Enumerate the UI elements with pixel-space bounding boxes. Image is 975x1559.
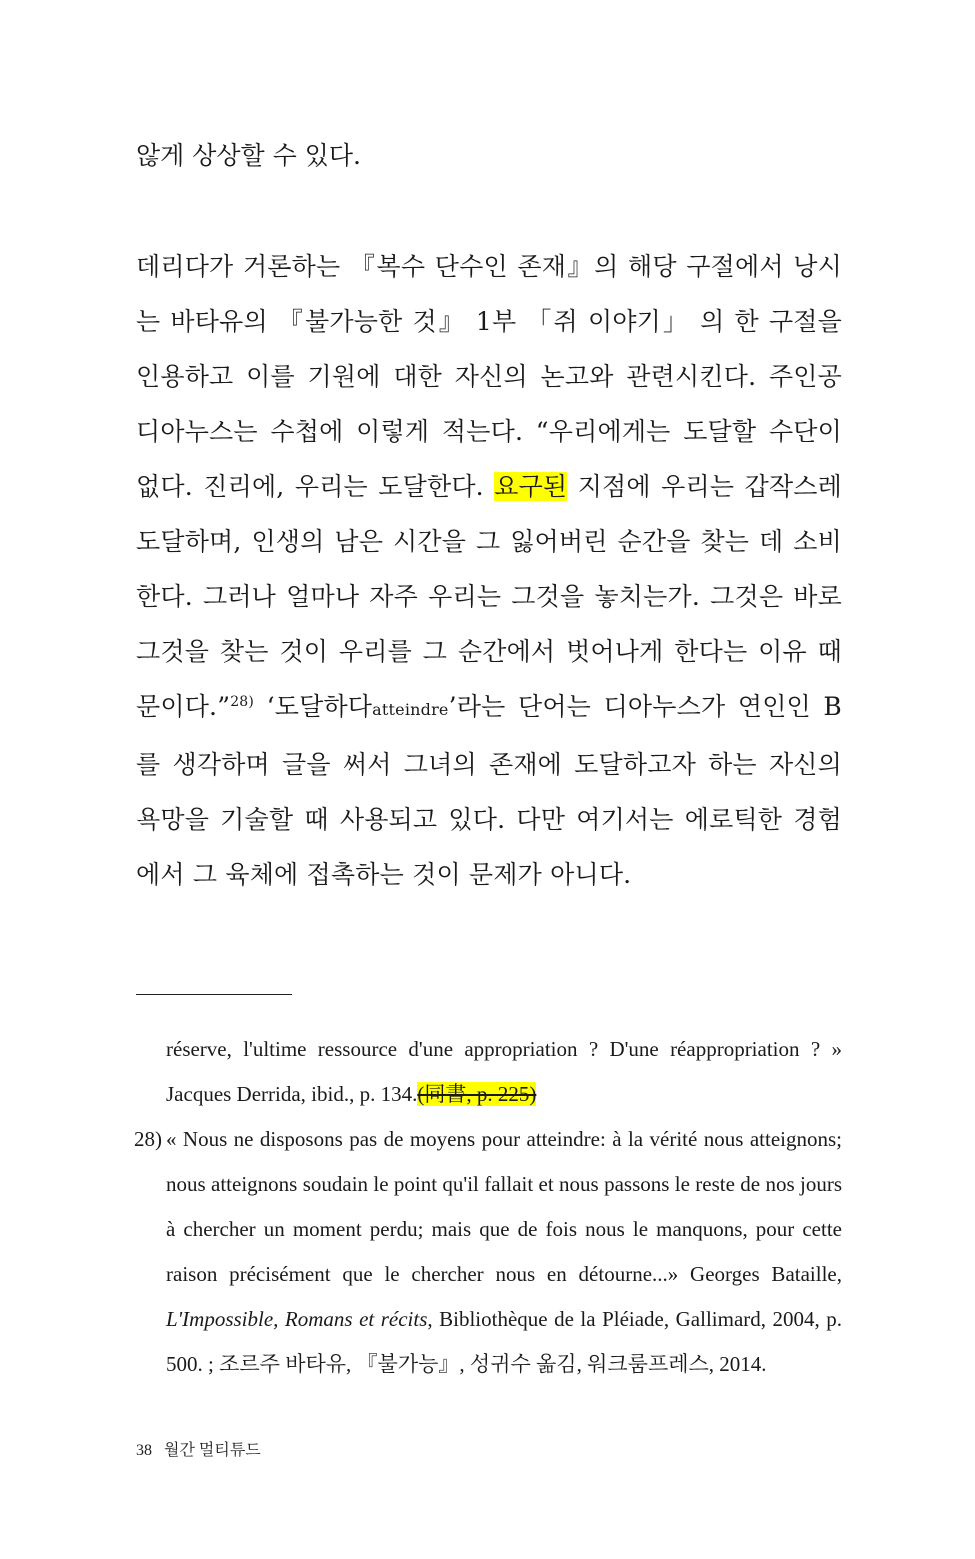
french-term: atteindre <box>372 700 449 719</box>
page-footer <box>136 1437 269 1460</box>
highlighted-word: 요구된 <box>494 472 568 501</box>
footnote-continuation-text: réserve, l'ultime ressource d'une appropriation ? D'une réappropriation ? » Jacques Derrida, ibid., p. 134. <box>166 1037 842 1106</box>
continued-paragraph: 않게 상상할 수 있다. <box>136 141 361 170</box>
main-text-part2: 지점에 우리는 갑작스레 도달하며, 인생의 남은 시간을 그 잃어버린 순간을 찾는 데 소비한다. 그러나 얼마나 자주 우리는 그것을 놓치는가. 그것은 바로 그것을 찾는 것이 우리를 그 순간에서 벗어나게 한다는 이유 때문이다.” <box>136 472 842 721</box>
footnote-number: 28) <box>134 1127 162 1151</box>
main-text-part1: 데리다가 거론하는 『복수 단수인 존재』의 해당 구절에서 낭시는 바타유의 『불가능한 것』 1부 「쥐 이야기」 의 한 구절을 인용하고 이를 기원에 대한 자신의 논고와 관련시킨다. 주인공 디아누스는 수첩에 이렇게 적는다. “우리에게는 도달할 수단이 없다. 진리에, 우리는 도달한다. <box>136 252 842 501</box>
footnote-28-text-part2: , Bibliothèque de la Pléiade, Gallimard, 2004, p. 500. ; 조르주 바타유, 『불가능』, 성귀수 옮김, 워크룸프레스, 2014. <box>166 1307 842 1376</box>
footnote-separator <box>136 994 292 995</box>
book-title: L'Impossible, <box>166 1307 279 1331</box>
footnote-28-text-part1: « Nous ne disposons pas de moyens pour atteindre: à la vérité nous atteignons; nous atteignons soudain le point qu'il fallait et nous passons le reste de nos jours à chercher un moment perdu; mais que de fois nous le manquons, pour cette raison précisément que le chercher nous en détourne...» Georges Bataille, <box>166 1127 842 1286</box>
footnote-continuation <box>136 1027 842 1117</box>
footnote-28 <box>136 1117 842 1387</box>
footnote-reference[interactable]: 28) <box>230 694 255 710</box>
main-text-part3: ‘도달하다 <box>254 692 373 721</box>
series-title: Romans et récits <box>284 1307 428 1331</box>
footnotes <box>136 1027 842 1387</box>
publication-name: 월간 멀티튜드 <box>164 1442 261 1459</box>
main-text-part4: ’라는 단어는 디아누스가 연인인 B를 생각하며 글을 써서 그녀의 존재에 도달하고자 하는 자신의 욕망을 기술할 때 사용되고 있다. 다만 여기서는 에로틱한 경험에서 그 육체에 접촉하는 것이 문제가 아니다. <box>136 692 842 889</box>
page-number: 38 <box>136 1442 152 1459</box>
highlighted-struck-citation: (同書, p. 225) <box>417 1082 537 1106</box>
main-paragraph <box>136 239 842 902</box>
